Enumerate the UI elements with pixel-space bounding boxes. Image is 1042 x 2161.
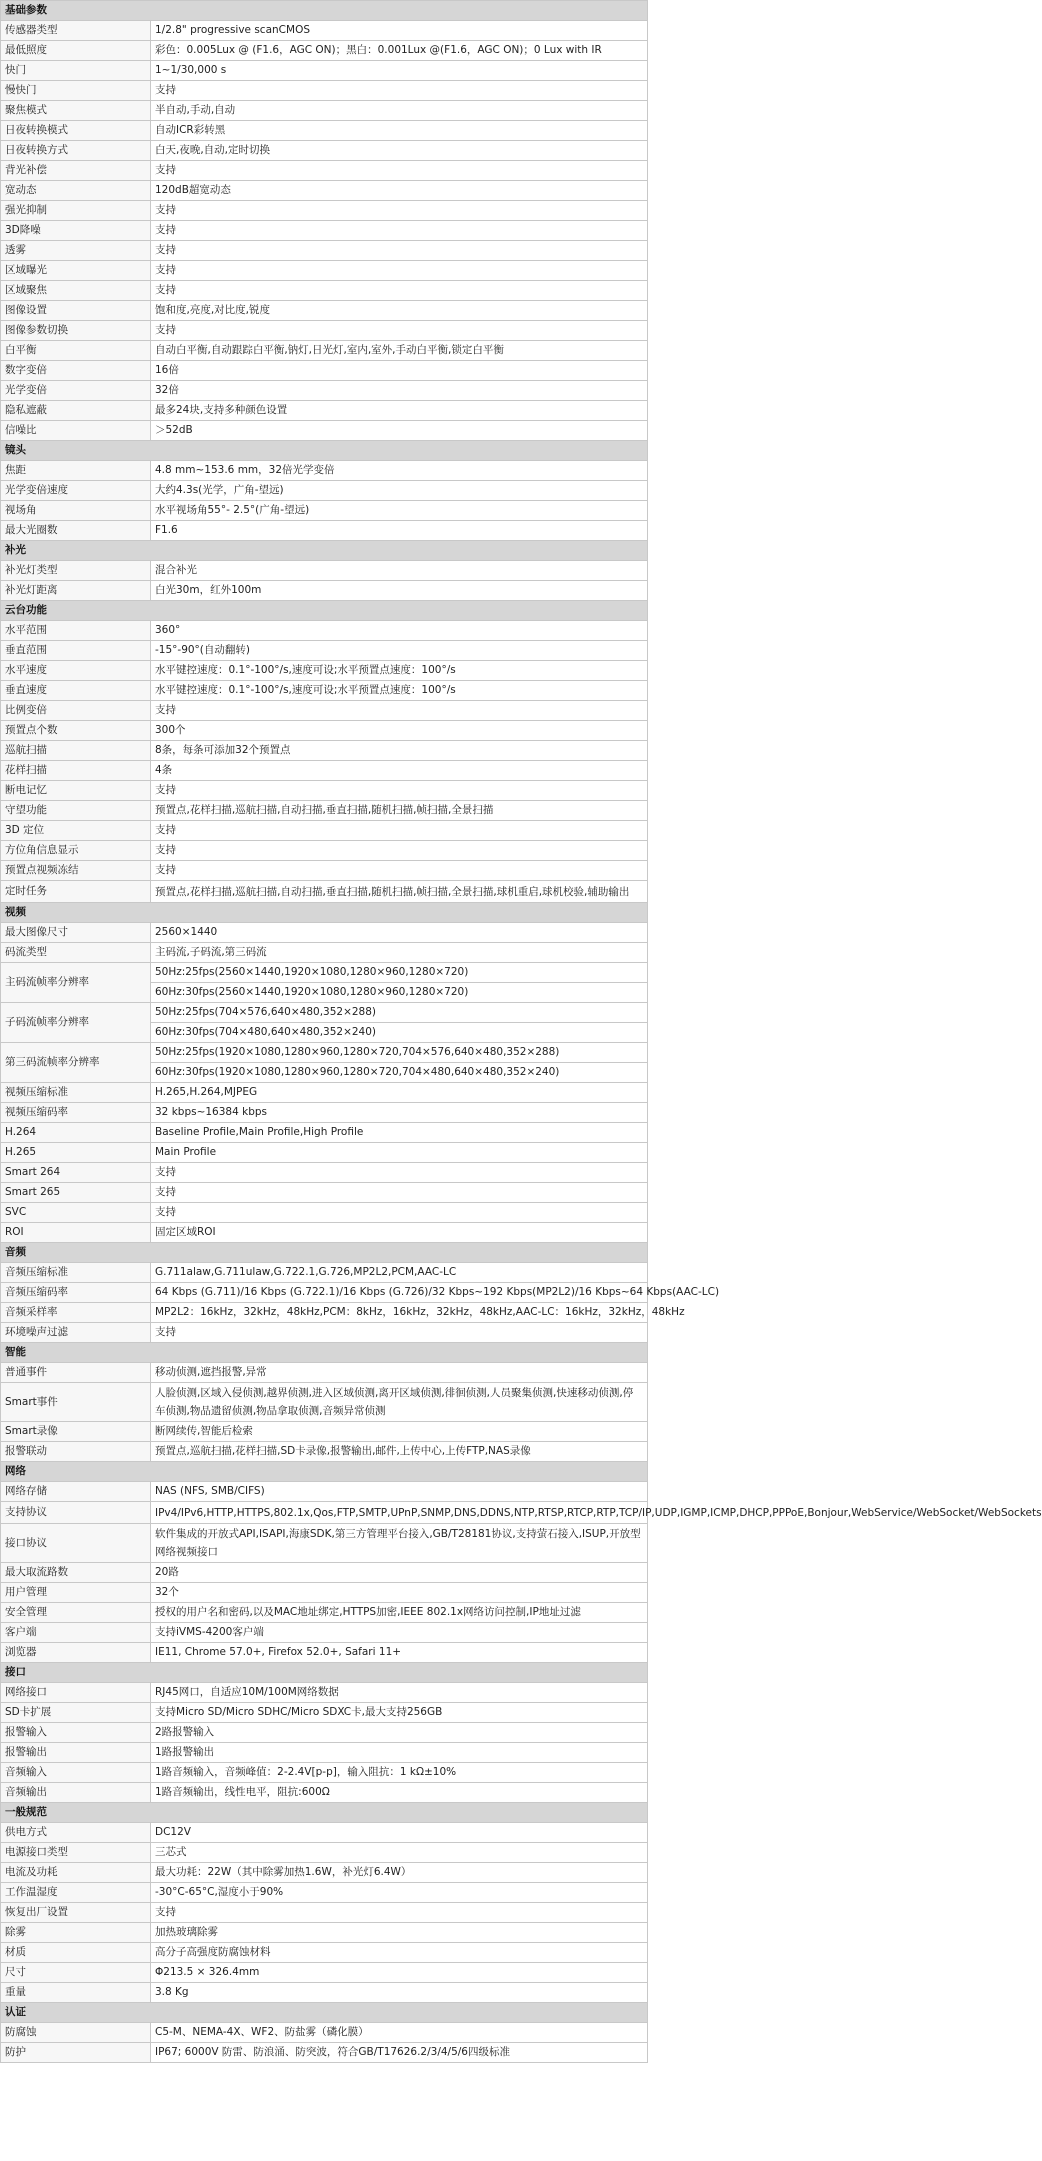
spec-row [1, 121, 648, 141]
spec-row [1, 701, 648, 721]
spec-label: 支持协议 [1, 1502, 151, 1524]
spec-value: 16倍 [151, 361, 648, 381]
spec-value: 软件集成的开放式API,ISAPI,海康SDK,第三方管理平台接入,GB/T28181协议,支持萤石接入,ISUP,开放型网络视频接口 [151, 1524, 648, 1563]
spec-label: 浏览器 [1, 1643, 151, 1663]
spec-value: 支持Micro SD/Micro SDHC/Micro SDXC卡,最大支持256GB [151, 1703, 648, 1723]
spec-value: Main Profile [151, 1143, 648, 1163]
spec-row [1, 1263, 648, 1283]
spec-label: ROI [1, 1223, 151, 1243]
spec-value: 混合补光 [151, 561, 648, 581]
spec-label: 报警输出 [1, 1743, 151, 1763]
spec-row [1, 161, 648, 181]
spec-row [1, 1203, 648, 1223]
spec-row [1, 2043, 648, 2063]
spec-row [1, 61, 648, 81]
spec-value: 8条，每条可添加32个预置点 [151, 741, 648, 761]
spec-row [1, 461, 648, 481]
spec-value: 授权的用户名和密码,以及MAC地址绑定,HTTPS加密,IEEE 802.1x网络访问控制,IP地址过滤 [151, 1603, 648, 1623]
spec-row [1, 1083, 648, 1103]
spec-label: 垂直速度 [1, 681, 151, 701]
spec-value: 300个 [151, 721, 648, 741]
spec-value: 支持 [151, 1903, 648, 1923]
spec-row [1, 381, 648, 401]
spec-value: 支持 [151, 261, 648, 281]
spec-label: 音频输出 [1, 1783, 151, 1803]
spec-value: 高分子高强度防腐蚀材料 [151, 1943, 648, 1963]
spec-row [1, 1923, 648, 1943]
spec-label: 最低照度 [1, 41, 151, 61]
spec-row [1, 1482, 648, 1502]
spec-row [1, 1963, 648, 1983]
spec-row [1, 1603, 648, 1623]
spec-value: 50Hz:25fps(1920×1080,1280×960,1280×720,704×576,640×480,352×288) [151, 1043, 648, 1063]
spec-label: 网络存储 [1, 1482, 151, 1502]
spec-value: 最大功耗：22W（其中除雾加热1.6W，补光灯6.4W） [151, 1863, 648, 1883]
spec-label: 电源接口类型 [1, 1843, 151, 1863]
spec-row [1, 1323, 648, 1343]
spec-row [1, 561, 648, 581]
spec-value: H.265,H.264,MJPEG [151, 1083, 648, 1103]
spec-table-body [1, 1, 1042, 2063]
spec-label: 防护 [1, 2043, 151, 2063]
spec-value: IPv4/IPv6,HTTP,HTTPS,802.1x,Qos,FTP,SMTP,UPnP,SNMP,DNS,DDNS,NTP,RTSP,RTCP,RTP,TCP/IP,UDP,IGMP,ICMP,DHCP,PPPoE,Bonjour,WebService/WebSocket/WebSockets [151, 1502, 648, 1524]
section-header [1, 2003, 648, 2023]
spec-value: 4.8 mm~153.6 mm，32倍光学变倍 [151, 461, 648, 481]
spec-row [1, 1743, 648, 1763]
spec-value: MP2L2：16kHz，32kHz，48kHz,PCM：8kHz，16kHz，32kHz，48kHz,AAC-LC：16kHz，32kHz，48kHz [151, 1303, 648, 1323]
spec-value: 50Hz:25fps(704×576,640×480,352×288) [151, 1003, 648, 1023]
spec-value: 支持 [151, 81, 648, 101]
spec-value: 断网续传,智能后检索 [151, 1422, 648, 1442]
spec-row [1, 861, 648, 881]
spec-label: Smart 265 [1, 1183, 151, 1203]
spec-value: 预置点,花样扫描,巡航扫描,自动扫描,垂直扫描,随机扫描,帧扫描,全景扫描 [151, 801, 648, 821]
spec-row [1, 721, 648, 741]
spec-row [1, 81, 648, 101]
spec-label: 透雾 [1, 241, 151, 261]
spec-value: 加热玻璃除雾 [151, 1923, 648, 1943]
spec-row [1, 1943, 648, 1963]
section-title: 补光 [1, 541, 648, 561]
section-header [1, 1243, 648, 1263]
spec-label: 光学变倍速度 [1, 481, 151, 501]
spec-label: 报警联动 [1, 1442, 151, 1462]
spec-value: 支持 [151, 1163, 648, 1183]
section-header [1, 1343, 648, 1363]
spec-row [1, 1303, 648, 1323]
spec-label: 焦距 [1, 461, 151, 481]
spec-label: 音频采样率 [1, 1303, 151, 1323]
spec-row [1, 481, 648, 501]
spec-row [1, 661, 648, 681]
spec-value: 移动侦测,遮挡报警,异常 [151, 1363, 648, 1383]
spec-value: 预置点,巡航扫描,花样扫描,SD卡录像,报警输出,邮件,上传中心,上传FTP,NAS录像 [151, 1442, 648, 1462]
spec-row [1, 1524, 648, 1563]
spec-value: 64 Kbps (G.711)/16 Kbps (G.722.1)/16 Kbps (G.726)/32 Kbps~192 Kbps(MP2L2)/16 Kbps~64 Kbps(AAC-LC) [151, 1283, 648, 1303]
spec-value: 20路 [151, 1563, 648, 1583]
spec-row [1, 2023, 648, 2043]
spec-value: 自动ICR彩转黑 [151, 121, 648, 141]
section-title: 一般规范 [1, 1803, 648, 1823]
spec-value: 60Hz:30fps(2560×1440,1920×1080,1280×960,1280×720) [151, 983, 648, 1003]
spec-label: 补光灯类型 [1, 561, 151, 581]
spec-label: 数字变倍 [1, 361, 151, 381]
spec-label: 定时任务 [1, 881, 151, 903]
spec-row [1, 963, 648, 983]
section-title: 认证 [1, 2003, 648, 2023]
spec-value: 支持 [151, 781, 648, 801]
spec-label: 视频压缩标准 [1, 1083, 151, 1103]
spec-row [1, 1703, 648, 1723]
spec-value: 1路音频输入，音频峰值：2-2.4V[p-p]，输入阻抗：1 kΩ±10% [151, 1763, 648, 1783]
spec-label: 码流类型 [1, 943, 151, 963]
spec-row [1, 401, 648, 421]
spec-value: 水平视场角55°- 2.5°(广角-望远) [151, 501, 648, 521]
spec-value: 4条 [151, 761, 648, 781]
spec-label: 主码流帧率分辨率 [1, 963, 151, 1003]
spec-value: 主码流,子码流,第三码流 [151, 943, 648, 963]
spec-row [1, 521, 648, 541]
spec-row [1, 301, 648, 321]
spec-value: 白光30m，红外100m [151, 581, 648, 601]
spec-row [1, 1643, 648, 1663]
spec-value: 三芯式 [151, 1843, 648, 1863]
spec-label: 子码流帧率分辨率 [1, 1003, 151, 1043]
spec-value: 最多24块,支持多种颜色设置 [151, 401, 648, 421]
spec-row [1, 581, 648, 601]
spec-label: 宽动态 [1, 181, 151, 201]
spec-label: 第三码流帧率分辨率 [1, 1043, 151, 1083]
spec-value: 支持 [151, 201, 648, 221]
spec-value: 水平键控速度：0.1°-100°/s,速度可设;水平预置点速度：100°/s [151, 681, 648, 701]
spec-label: 预置点个数 [1, 721, 151, 741]
spec-label: 安全管理 [1, 1603, 151, 1623]
spec-value: 固定区域ROI [151, 1223, 648, 1243]
spec-value: RJ45网口，自适应10M/100M网络数据 [151, 1683, 648, 1703]
spec-value: 60Hz:30fps(704×480,640×480,352×240) [151, 1023, 648, 1043]
spec-row [1, 361, 648, 381]
spec-label: 区域聚焦 [1, 281, 151, 301]
spec-row [1, 1043, 648, 1063]
spec-label: 聚焦模式 [1, 101, 151, 121]
section-header [1, 1462, 648, 1482]
section-header [1, 441, 648, 461]
spec-row [1, 421, 648, 441]
spec-label: 断电记忆 [1, 781, 151, 801]
spec-label: 最大光圈数 [1, 521, 151, 541]
section-header [1, 1803, 648, 1823]
spec-row [1, 621, 648, 641]
spec-value: 预置点,花样扫描,巡航扫描,自动扫描,垂直扫描,随机扫描,帧扫描,全景扫描,球机重启,球机校验,辅助输出 [151, 881, 648, 903]
section-header [1, 601, 648, 621]
spec-row [1, 1783, 648, 1803]
spec-value: G.711alaw,G.711ulaw,G.722.1,G.726,MP2L2,PCM,AAC-LC [151, 1263, 648, 1283]
spec-label: 守望功能 [1, 801, 151, 821]
spec-value: 支持 [151, 1323, 648, 1343]
spec-label: 最大取流路数 [1, 1563, 151, 1583]
spec-value: IP67; 6000V 防雷、防浪涌、防突波，符合GB/T17626.2/3/4/5/6四级标准 [151, 2043, 648, 2063]
spec-label: 花样扫描 [1, 761, 151, 781]
spec-row [1, 221, 648, 241]
spec-value: 支持 [151, 281, 648, 301]
section-header [1, 1663, 648, 1683]
spec-label: Smart事件 [1, 1383, 151, 1422]
spec-value: 支持 [151, 221, 648, 241]
spec-row [1, 1502, 648, 1524]
spec-row [1, 1723, 648, 1743]
spec-row [1, 1183, 648, 1203]
spec-row [1, 1223, 648, 1243]
spec-row [1, 241, 648, 261]
spec-value: 自动白平衡,自动跟踪白平衡,钠灯,日光灯,室内,室外,手动白平衡,锁定白平衡 [151, 341, 648, 361]
spec-row [1, 501, 648, 521]
spec-row [1, 821, 648, 841]
spec-label: 快门 [1, 61, 151, 81]
spec-label: 白平衡 [1, 341, 151, 361]
spec-label: 预置点视频冻结 [1, 861, 151, 881]
spec-row [1, 1103, 648, 1123]
spec-label: 恢复出厂设置 [1, 1903, 151, 1923]
spec-label: 巡航扫描 [1, 741, 151, 761]
spec-row [1, 923, 648, 943]
spec-label: H.265 [1, 1143, 151, 1163]
spec-row [1, 181, 648, 201]
spec-value: 支持 [151, 321, 648, 341]
spec-label: 水平速度 [1, 661, 151, 681]
section-title: 接口 [1, 1663, 648, 1683]
spec-value: IE11, Chrome 57.0+, Firefox 52.0+, Safari 11+ [151, 1643, 648, 1663]
spec-value: 彩色：0.005Lux @ (F1.6，AGC ON)；黑白：0.001Lux @(F1.6，AGC ON)；0 Lux with IR [151, 41, 648, 61]
spec-row [1, 841, 648, 861]
spec-value: 支持 [151, 161, 648, 181]
spec-row [1, 41, 648, 61]
spec-row [1, 1623, 648, 1643]
spec-label: SD卡扩展 [1, 1703, 151, 1723]
spec-label: Smart录像 [1, 1422, 151, 1442]
spec-value: 1/2.8" progressive scanCMOS [151, 21, 648, 41]
spec-label: 比例变倍 [1, 701, 151, 721]
spec-value: 60Hz:30fps(1920×1080,1280×960,1280×720,704×480,640×480,352×240) [151, 1063, 648, 1083]
spec-row [1, 1363, 648, 1383]
spec-label: 慢快门 [1, 81, 151, 101]
spec-label: SVC [1, 1203, 151, 1223]
spec-value: Φ213.5 × 326.4mm [151, 1963, 648, 1983]
spec-value: 32个 [151, 1583, 648, 1603]
spec-value: ＞52dB [151, 421, 648, 441]
spec-label: 环境噪声过滤 [1, 1323, 151, 1343]
spec-label: 最大图像尺寸 [1, 923, 151, 943]
spec-row [1, 201, 648, 221]
spec-value: 白天,夜晚,自动,定时切换 [151, 141, 648, 161]
section-title: 网络 [1, 1462, 648, 1482]
section-title: 云台功能 [1, 601, 648, 621]
spec-value: DC12V [151, 1823, 648, 1843]
spec-row [1, 21, 648, 41]
spec-value: 1路报警输出 [151, 1743, 648, 1763]
spec-value: 支持 [151, 821, 648, 841]
spec-row [1, 261, 648, 281]
spec-row [1, 641, 648, 661]
spec-label: 防腐蚀 [1, 2023, 151, 2043]
spec-label: 图像参数切换 [1, 321, 151, 341]
spec-label: 工作温湿度 [1, 1883, 151, 1903]
spec-row [1, 1863, 648, 1883]
spec-value: 3.8 Kg [151, 1983, 648, 2003]
spec-row [1, 681, 648, 701]
spec-value: 水平键控速度：0.1°-100°/s,速度可设;水平预置点速度：100°/s [151, 661, 648, 681]
spec-row [1, 1983, 648, 2003]
spec-value: Baseline Profile,Main Profile,High Profile [151, 1123, 648, 1143]
spec-label: 用户管理 [1, 1583, 151, 1603]
spec-row [1, 1383, 648, 1422]
spec-row [1, 1903, 648, 1923]
spec-row [1, 801, 648, 821]
spec-label: 电流及功耗 [1, 1863, 151, 1883]
spec-value: 32倍 [151, 381, 648, 401]
spec-label: 隐私遮蔽 [1, 401, 151, 421]
spec-label: 普通事件 [1, 1363, 151, 1383]
spec-label: 尺寸 [1, 1963, 151, 1983]
spec-label: 区域曝光 [1, 261, 151, 281]
spec-value: 支持 [151, 1203, 648, 1223]
spec-label: 视场角 [1, 501, 151, 521]
spec-label: 视频压缩码率 [1, 1103, 151, 1123]
spec-label: 信噪比 [1, 421, 151, 441]
spec-row [1, 1283, 648, 1303]
spec-value: NAS (NFS, SMB/CIFS) [151, 1482, 648, 1502]
spec-value: 支持 [151, 861, 648, 881]
spec-label: 音频压缩码率 [1, 1283, 151, 1303]
spec-label: 传感器类型 [1, 21, 151, 41]
spec-row [1, 341, 648, 361]
spec-label: 除雾 [1, 1923, 151, 1943]
section-header [1, 903, 648, 923]
spec-value: -30°C-65°C,湿度小于90% [151, 1883, 648, 1903]
spec-value: 支持 [151, 241, 648, 261]
spec-label: 音频输入 [1, 1763, 151, 1783]
spec-value: F1.6 [151, 521, 648, 541]
section-header [1, 1, 648, 21]
spec-row [1, 1823, 648, 1843]
spec-label: 补光灯距离 [1, 581, 151, 601]
spec-value: 支持 [151, 841, 648, 861]
spec-row [1, 1003, 648, 1023]
spec-row [1, 1883, 648, 1903]
spec-value: C5-M、NEMA-4X、WF2、防盐雾（磷化膜） [151, 2023, 648, 2043]
spec-row [1, 943, 648, 963]
spec-value: 32 kbps~16384 kbps [151, 1103, 648, 1123]
section-title: 镜头 [1, 441, 648, 461]
spec-row [1, 881, 648, 903]
spec-label: 重量 [1, 1983, 151, 2003]
section-title: 音频 [1, 1243, 648, 1263]
spec-label: 接口协议 [1, 1524, 151, 1563]
spec-label: 网络接口 [1, 1683, 151, 1703]
spec-row [1, 281, 648, 301]
spec-value: 大约4.3s(光学，广角-望远) [151, 481, 648, 501]
spec-row [1, 781, 648, 801]
spec-label: 光学变倍 [1, 381, 151, 401]
spec-row [1, 101, 648, 121]
spec-label: 材质 [1, 1943, 151, 1963]
spec-row [1, 141, 648, 161]
spec-value: 1路音频输出，线性电平，阻抗:600Ω [151, 1783, 648, 1803]
spec-row [1, 1583, 648, 1603]
spec-value: -15°-90°(自动翻转) [151, 641, 648, 661]
section-header [1, 541, 648, 561]
spec-label: 供电方式 [1, 1823, 151, 1843]
spec-value: 支持 [151, 701, 648, 721]
section-title: 智能 [1, 1343, 648, 1363]
section-title: 视频 [1, 903, 648, 923]
spec-label: H.264 [1, 1123, 151, 1143]
spec-value: 饱和度,亮度,对比度,锐度 [151, 301, 648, 321]
spec-row [1, 1422, 648, 1442]
spec-label: 背光补偿 [1, 161, 151, 181]
spec-label: 日夜转换模式 [1, 121, 151, 141]
spec-value: 1~1/30,000 s [151, 61, 648, 81]
spec-label: 垂直范围 [1, 641, 151, 661]
spec-value: 360° [151, 621, 648, 641]
spec-row [1, 1683, 648, 1703]
spec-row [1, 1442, 648, 1462]
spec-row [1, 1163, 648, 1183]
spec-label: 客户端 [1, 1623, 151, 1643]
spec-label: 音频压缩标准 [1, 1263, 151, 1283]
spec-label: 报警输入 [1, 1723, 151, 1743]
spec-label: 水平范围 [1, 621, 151, 641]
spec-value: 支持 [151, 1183, 648, 1203]
section-title: 基础参数 [1, 1, 648, 21]
spec-label: Smart 264 [1, 1163, 151, 1183]
spec-value: 半自动,手动,自动 [151, 101, 648, 121]
spec-value: 120dB超宽动态 [151, 181, 648, 201]
spec-row [1, 1843, 648, 1863]
spec-value: 2路报警输入 [151, 1723, 648, 1743]
spec-label: 方位角信息显示 [1, 841, 151, 861]
spec-value: 50Hz:25fps(2560×1440,1920×1080,1280×960,1280×720) [151, 963, 648, 983]
spec-label: 日夜转换方式 [1, 141, 151, 161]
spec-label: 图像设置 [1, 301, 151, 321]
spec-row [1, 1563, 648, 1583]
spec-row [1, 1143, 648, 1163]
spec-row [1, 321, 648, 341]
spec-label: 强光抑制 [1, 201, 151, 221]
spec-row [1, 761, 648, 781]
spec-value: 人脸侦测,区域入侵侦测,越界侦测,进入区域侦测,离开区域侦测,徘徊侦测,人员聚集侦测,快速移动侦测,停车侦测,物品遗留侦测,物品拿取侦测,音频异常侦测 [151, 1383, 648, 1422]
spec-value: 支持iVMS-4200客户端 [151, 1623, 648, 1643]
spec-value: 2560×1440 [151, 923, 648, 943]
spec-row [1, 1763, 648, 1783]
spec-row [1, 1123, 648, 1143]
spec-label: 3D降噪 [1, 221, 151, 241]
spec-label: 3D 定位 [1, 821, 151, 841]
spec-row [1, 741, 648, 761]
